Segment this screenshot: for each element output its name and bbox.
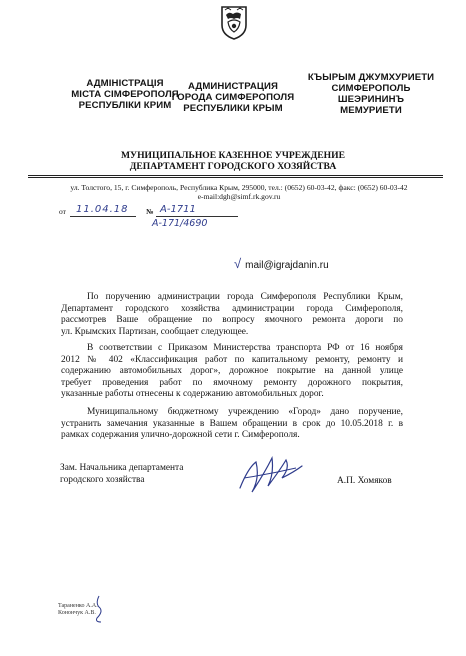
executor-1: Тараненко А.А. [58,603,98,609]
recipient [234,258,329,272]
institution-line-1: МУНИЦИПАЛЬНОЕ КАЗЕННОЕ УЧРЕЖДЕНИЕ [121,150,345,161]
recipient-email: mail@igrajdanin.ru [245,260,329,271]
institution-line-2: ДЕПАРТАМЕНТ ГОРОДСКОГО ХОЗЯЙСТВА [129,161,337,172]
date-label: от [59,207,66,216]
number-label: № [146,207,154,216]
number-underline [156,216,238,217]
paragraph-1: По поручению администрации города Симферополя Республики Крым, Департамент городского хозяйства администрации города Симферополя, рассмотрев Ваше обращение по вопросу ямочного ремонта дороги по ул. Крымских Партизан, сообщает следующее. [61,292,403,337]
date-underline [70,216,136,217]
number-handwritten: А-1711 [160,204,196,215]
header-ua: АДМІНІСТРАЦІЯ МІСТА СІМФЕРОПОЛЯ РЕСПУБЛІКИ КРИМ [71,78,179,111]
paragraph-3: Муниципальному бюджетному учреждению «Город» дано поручение, устранить замечания указанные в Вашем обращении в срок до 10.05.2018 г. в рамках содержания улично-дорожной сети г. Симферополя. [61,407,403,440]
header-divider-thick [28,177,443,178]
signer-name: А.П. Хомяков [337,476,392,486]
executor-2: Конончук А.В. [58,610,96,616]
email-line: e-mail:dgh@simf.rk.gov.ru [197,192,281,201]
signer-title-line-1: Зам. Начальника департамента [60,463,184,473]
address-line: ул. Толстого, 15, г. Симферополь, Республика Крым, 295000, тел.: (0652) 60-03-42, факс: (0652) 60-03-42 [70,183,408,192]
signer-title-line-2: городского хозяйства [60,475,145,485]
registration-handwritten: А-171/4690 [152,218,208,229]
handwritten-signature [230,448,310,498]
executor-initials-mark [91,594,107,624]
header-crh: КЪЫРЫМ ДЖУМХУРИЕТИ СИМФЕРОПОЛЬ ШЕЭРИНИНЪ МЕМУРИЕТИ [307,72,435,116]
check-mark-icon: √ [234,256,242,271]
header-divider [28,175,443,176]
date-handwritten: 11.04.18 [76,204,129,215]
paragraph-2: В соответствии с Приказом Министерства транспорта РФ от 16 ноября 2012 № 402 «Классификация работ по капитальному ремонту, ремонту и содержанию автомобильных дорог», дорожное покрытие на данной улице требует проведения работ по ямочному ремонту дорожного покрытия, указанные работы отнесены к содержанию автомобильных дорог. [61,343,403,399]
header-ru: АДМИНИСТРАЦИЯ ГОРОДА СИМФЕРОПОЛЯ РЕСПУБЛИКИ КРЫМ [171,81,295,114]
coat-of-arms-icon [219,5,249,41]
